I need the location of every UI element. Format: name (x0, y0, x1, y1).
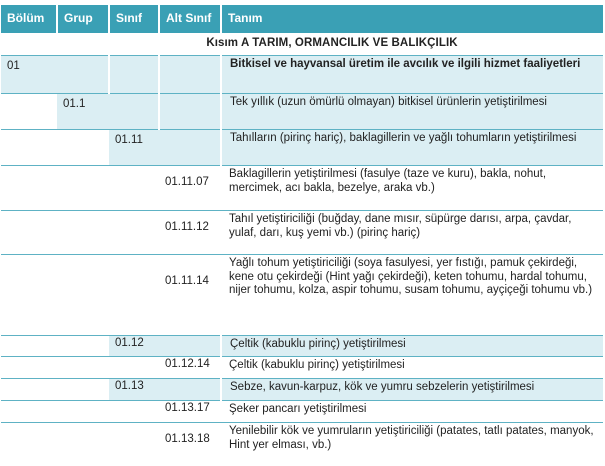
table-row-01-13 (1, 379, 603, 401)
row-description: Bitkisel ve hayvansal üretim ile avcılık ve ilgili hizmet faaliyetleri (221, 56, 603, 94)
row-description: Çeltik (kabuklu pirinç) yetiştirilmesi (221, 336, 603, 357)
row-description: Yağlı tohum yetiştiriciliği (soya fasulyesi, yer fıstığı, pamuk çekirdeği, kene otu çekirdeği (Hint yağı çekirdeği), keten tohumu, hardal tohumu, nijer tohumu, kolza, aspir tohumu, susam tohumu, ayçiçeği tohumu vb.) (221, 255, 603, 336)
row-description: Tahılların (pirinç hariç), baklagillerin ve yağlı tohumların yetiştirilmesi (221, 130, 603, 166)
row-description: Şeker pancarı yetiştirilmesi (221, 401, 603, 423)
header-tanim: Tanım (221, 5, 603, 33)
section-title: Kısım A TARIM, ORMANCILIK VE BALIKÇILIK (146, 37, 457, 49)
row-description: Tahıl yetiştiriciliği (buğday, dane mısır, süpürge darısı, arpa, çavdar, yulaf, darı, kuş yemi vb.) (pirinç hariç) (221, 211, 603, 255)
sinif-code: 01.11 (109, 130, 159, 166)
header-grup: Grup (57, 5, 109, 33)
header-sinif: Sınıf (109, 5, 159, 33)
header-alt-sinif: Alt Sınıf (159, 5, 221, 33)
row-description: Sebze, kavun-karpuz, kök ve yumru sebzelerin yetiştirilmesi (221, 379, 603, 401)
grup-code: 01.1 (57, 94, 109, 130)
alt-sinif-code: 01.13.18 (159, 423, 221, 466)
table-row-01-13-17 (1, 401, 603, 423)
header-bolum: Bölüm (1, 5, 57, 33)
row-description: Çeltik (kabuklu pirinç) yetiştirilmesi (221, 357, 603, 379)
alt-sinif-code: 01.13.17 (159, 401, 221, 423)
section-row (1, 33, 603, 56)
sinif-code: 01.12 (109, 336, 159, 357)
header-row (1, 5, 603, 33)
table-row-01 (1, 56, 603, 94)
bolum-code: 01 (1, 56, 57, 94)
table-row-01-11 (1, 130, 603, 166)
sinif-code: 01.13 (109, 379, 159, 401)
table-row-01-11-14 (1, 255, 603, 336)
alt-sinif-code: 01.12.14 (159, 357, 221, 379)
alt-sinif-code: 01.11.12 (159, 211, 221, 255)
table-row-01-12 (1, 336, 603, 357)
row-description: Yenilebilir kök ve yumruların yetiştiriciliği (patates, tatlı patates, manyok, Hint yer elması, vb.) (221, 423, 603, 466)
row-description: Tek yıllık (uzun ömürlü olmayan) bitkisel ürünlerin yetiştirilmesi (221, 94, 603, 130)
table-row-01-11-12 (1, 211, 603, 255)
row-description: Baklagillerin yetiştirilmesi (fasulye (taze ve kuru), bakla, nohut, mercimek, acı bakla, bezelye, araka vb.) (221, 166, 603, 211)
table-row-01-12-14 (1, 357, 603, 379)
alt-sinif-code: 01.11.14 (159, 255, 221, 336)
table-row-01-13-18 (1, 423, 603, 466)
table-row-01-1 (1, 94, 603, 130)
alt-sinif-code: 01.11.07 (159, 166, 221, 211)
classification-table (1, 5, 603, 466)
table-row-01-11-07 (1, 166, 603, 211)
